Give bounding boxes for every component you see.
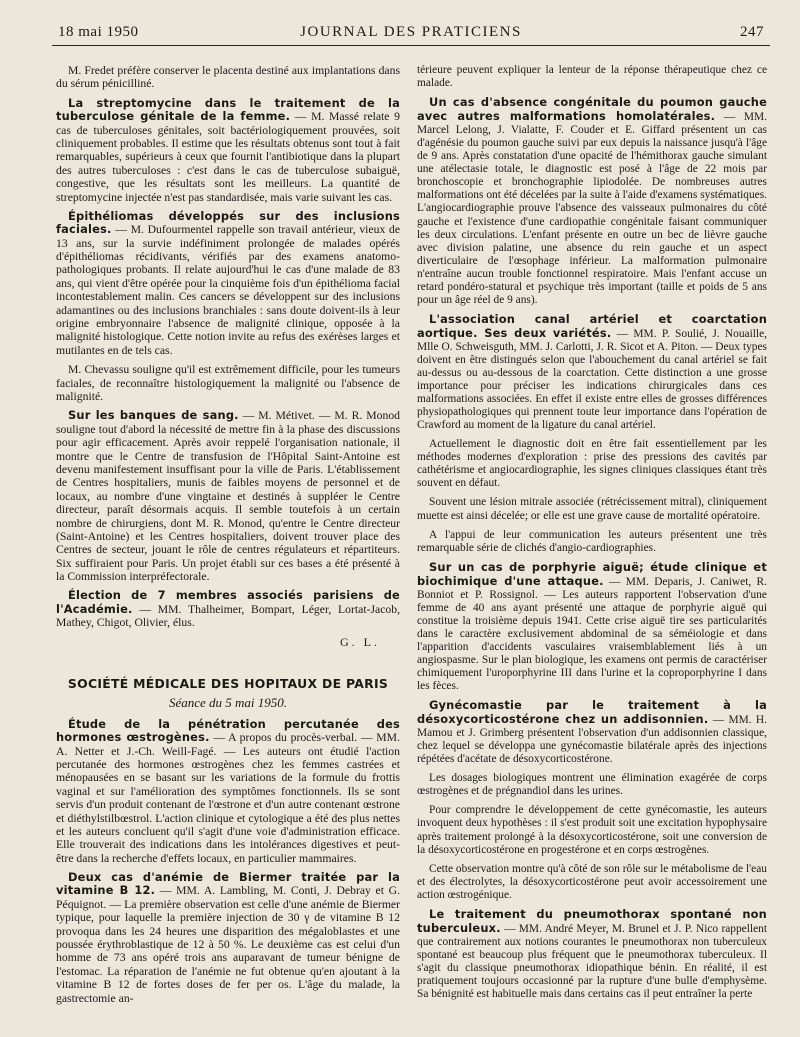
journal-title: JOURNAL DES PRATICIENS <box>300 24 522 40</box>
signature: G. L. <box>340 634 380 649</box>
article-streptomycine <box>56 97 400 204</box>
article-body: — M. Massé relate 9 cas de tuberculoses génitales, soit bactériologiquement prouvées, soit cliniquement probables. Il estime que les résultats obtenus sont tout à fait remarquables, supérieurs à ceux que fournit l'antibiotique dans la plupart des autres tuberculoses : c'est dans le cas de tuberculose subaiguë, congestive, que les résultats sont les meilleurs. La quantité de streptomycine injectée n'est pas standardisée, mais varie suivant les cas. <box>56 110 400 204</box>
issue-date: 18 mai 1950 <box>58 24 139 40</box>
article-epitheliomas <box>56 210 400 357</box>
article-body: — MM. Marcel Lelong, J. Vialatte, F. Couder et E. Giffard présentent un cas d'agénésie du poumon gauche suivi par eux depuis la naissance jusqu'à l'âge de 9 ans. Après constatation d'une opacité de l'hémithorax gauche simulant une atélectasie totale, le diagnostic est posé à l'âge de 22 mois par bronchoscopie et bronchographie lipiodolée. De nombreuses autres malformations ont été décelées par la suite à l'aide d'examens systématiques. L'angiocardiographie prouve l'absence des vaisseaux pulmonaires du côté gauche et l'existence d'une cardiopathie congénitale faisant communiquer les deux circulations. L'enfant présente en outre un bec de lièvre gauche avec division palatine, une absence du rein gauche et un aspect diverticulaire de l'œsophage inférieur. La malformation pulmonaire n'entraîne aucun trouble fonctionnel respiratoire. Mais l'enfant accuse un retard pondéro-statural et psychique très important (taille et poids de 5 ans pour un âge réel de 9 ans). <box>417 111 767 306</box>
article-biermer <box>56 871 400 1005</box>
article-banques-de-sang <box>56 409 400 583</box>
article-election <box>56 589 400 629</box>
article-body: — MM. A. Lambling, M. Conti, J. Debray et G. Péquignot. — La première observation est celle d'une anémie de Biermer typique, pour laquelle la première injection de 30 γ de vitamine B 12 provoqua dans les 24 heures une disparition des mégaloblastes et une poussée érythroblastique de 12 à 50 %. Le deuxième cas est celui d'un homme de 73 ans opéré trois ans auparavant de tumeur bénigne de l'estomac. La réparation de l'anémie ne fut obtenue qu'en ajoutant à la vitamine B 12 de fortes doses de fer per os. L'âge du malade, la gastrectomie an- <box>56 884 400 1005</box>
article-body: — MM. P. Soulié, J. Nouaille, Mlle O. Schweisguth, MM. J. Carlotti, J. R. Sicot et A. Piton. — Deux types doivent en être distingués selon que l'abouchement du canal artériel se fait au-dessus ou au-dessous de la coarctation. Cette distinction a une grosse importance pour préciser les indications chirurgicales dans ces malformations associées. En effet il existe entre elles de grosses différences physiopathologiques qui prennent toute leur importance dans l'opération de Crawford au moment de la ligature du canal artériel. <box>417 327 767 432</box>
article-body: — A propos du procès-verbal. — MM. A. Netter et J.-Ch. Weill-Fagé. — Les auteurs ont étudié l'action percutanée des hormones œstrogènes chez les femmes castrées et ménopausées en se basant sur les variations de la formule du frottis vaginal et sur l'amélioration des symptômes fonctionnels. Ils se sont servis d'un produit contenant de l'œstrone et d'un autre contenant œstrone et diéthylstilbœstrol. L'action clinique et cytologique a été des plus nettes et les auteurs concluent qu'il s'agit d'une voie d'administration efficace. Elle trouverait des indications dans les intolérances digestives et peut-être dans la recherche d'effets locaux, en particulier mammaires. <box>56 731 400 865</box>
paragraph: Actuellement le diagnostic doit en être fait essentiellement par les méthodes modernes d'exploration : prise des pressions des cavités par cathétérisme et angiocardiographie, les signes cliniques classiques étant très souvent en défaut. <box>417 438 767 490</box>
article-body: — M. Dufourmentel rappelle son travail antérieur, vieux de 13 ans, sur la survie indéfiniment prolongée de malades opérés d'épithéliomas récidivants, vérifiés par des examens anatomo-pathologiques probants. Il relate aujourd'hui le cas d'une malade de 83 ans, qui vient d'être opérée pour la cinquième fois d'un épithélioma facial incontestablement malin. Ces cancers se développent sur des inclusions adamantines ou des inclusions branchiales : sans doute doivent-ils à leur origine embryonnaire l'absence de malignité clinique, opposée à la malignité histologique. Cette notion invite au refus des exérèses larges et mutilantes en de tels cas. <box>56 223 401 357</box>
article-body: — M. Métivet. — M. R. Monod souligne tout d'abord la nécessité de mettre fin à la phase des discussions pour agir efficacement. Après avoir reppelé l'organisation nationale, il montre que le Centre de transfusion de l'Hôpital Saint-Antoine est devenu manifestement insuffisant pour la ville de Paris. L'établissement de Centres hospitaliers, munis de faibles moyens de personnel et de locaux, au nombre d'une vingtaine et destinés à suppléer le Centre directeur, paraît désormais acquis. Il semble toutefois à un certain nombre de chirurgiens, dont M. R. Monod, qu'entre le Centre directeur (Saint-Antoine) et les Centres hospitaliers, doivent trouver place des Centres de secteur, jouant le rôle de centres régulateurs et répartiteurs. Six suffiraient pour Paris. Un projet établi sur ces bases a été présenté à la Commission interpréfectorale. <box>56 409 401 584</box>
article-title: Épithéliomas développés sur des inclusions faciales. <box>56 208 400 237</box>
society-heading: SOCIÉTÉ MÉDICALE DES HOPITAUX DE PARIS <box>67 676 389 692</box>
paragraph: A l'appui de leur communication les auteurs présentent une très remarquable série de clichés d'angio-cardiographies. <box>417 528 767 554</box>
article-title: Élection de 7 membres associés parisiens de l'Académie. <box>56 588 400 616</box>
left-column <box>56 64 400 1011</box>
article-title: Le traitement du pneumothorax spontané non tuberculeux. <box>417 906 767 935</box>
article-poumon <box>417 96 767 307</box>
article-title: Un cas d'absence congénitale du poumon gauche avec autres malformations homolatérales. <box>417 95 767 124</box>
paragraph: térieure peuvent expliquer la lenteur de la réponse thérapeutique chez ce malade. <box>417 64 767 90</box>
article-porphyrie <box>417 561 767 693</box>
article-title: Étude de la pénétration percutanée des hormones œstrogènes. <box>56 716 400 745</box>
page-header <box>58 20 764 44</box>
seance-date: Séance du 5 mai 1950. <box>168 695 288 711</box>
article-title: Sur les banques de sang. <box>68 408 239 423</box>
right-column <box>417 64 767 1007</box>
article-body: — MM. André Meyer, M. Brunel et J. P. Nico rappellent que contrairement aux notions courantes le pneumothorax non tuberculeux spontané est beaucoup plus fréquent que le pneumothorax tuberculeux. Il s'agit du classique pneumothorax idiopathique bénin. En réalité, il est pratiquement toujours occasionné par la rupture d'une bulle d'emphysème. Sa bénignité est habituelle mais dans certains cas il peut entraîner la perte <box>417 922 767 1001</box>
paragraph: Pour comprendre le développement de cette gynécomastie, les auteurs invoquent deux hypothèses : il s'est produit soit une excitation hypophysaire après traitement prolongé à la désoxycorticostérone, soit une conversion de la désoxycorticostérone en progestérone et en corps œstrogènes. <box>417 804 767 856</box>
paragraph: Les dosages biologiques montrent une élimination exagérée de corps œstrogènes et de prégnandiol dans les urines. <box>417 772 767 798</box>
header-rule <box>52 45 770 46</box>
article-title: La streptomycine dans le traitement de la tuberculose génitale de la femme. <box>56 95 400 124</box>
article-body: — MM. H. Mamou et J. Grimberg présentent l'observation d'un addisonnien classique, chez lequel se développa une gynécomastie bilatérale après des injections répétées d'acétate de désoxycorticostérone. <box>417 714 767 766</box>
article-title: Gynécomastie par le traitement à la désoxycorticostérone chez un addisonnien. <box>417 698 767 727</box>
article-body: — MM. Deparis, J. Caniwet, R. Bonniot et P. Rossignol. — Les auteurs rapportent l'observation d'une femme de 40 ans ayant présenté une attaque de porphyrie aiguë qui constitue la troisième depuis 1941. Cette crise aiguë tire ses particularités dans le caractère exclusivement abdominal de sa séméiologie et dans l'apparition d'accidents vasculaires vraisemblablement liés à un angiospasme. Sur le plan biologique, les examens ont permis de caractériser chimiquement l'uroporphyrine III dans l'urine et la coproporphyrine I dans les fèces. <box>417 575 767 693</box>
article-title: L'association canal artériel et coarctation aortique. Ses deux variétés. <box>417 311 767 340</box>
article-title: Sur un cas de porphyrie aiguë; étude clinique et biochimique d'une attaque. <box>417 559 767 588</box>
article-canal-arteriel <box>417 313 767 432</box>
paragraph: Souvent une lésion mitrale associée (rétrécissement mitral), cliniquement muette est ainsi décelée; or elle est une grave cause de mortalité opératoire. <box>417 496 767 522</box>
paragraph: Cette observation montre qu'à côté de son rôle sur le métabolisme de l'eau et des électrolytes, la désoxycorticostérone peut avoir accessoirement une action œstrogénique. <box>417 862 767 901</box>
page-number: 247 <box>740 24 764 40</box>
article-hormones <box>56 718 400 865</box>
article-gynecomastie <box>417 699 767 766</box>
article-body: — MM. Thalheimer, Bompart, Léger, Lortat-Jacob, Mathey, Chigot, Olivier, élus. <box>56 602 401 630</box>
paragraph: M. Fredet préfère conserver le placenta destiné aux implantations dans du sérum pénicilliné. <box>56 64 400 91</box>
article-pneumothorax <box>417 908 767 1001</box>
paragraph: M. Chevassu souligne qu'il est extrêmement difficile, pour les tumeurs faciales, de reconnaître histologiquement la malignité ou l'absence de malignité. <box>56 363 400 403</box>
article-title: Deux cas d'anémie de Biermer traitée par la vitamine B 12. <box>56 870 400 898</box>
